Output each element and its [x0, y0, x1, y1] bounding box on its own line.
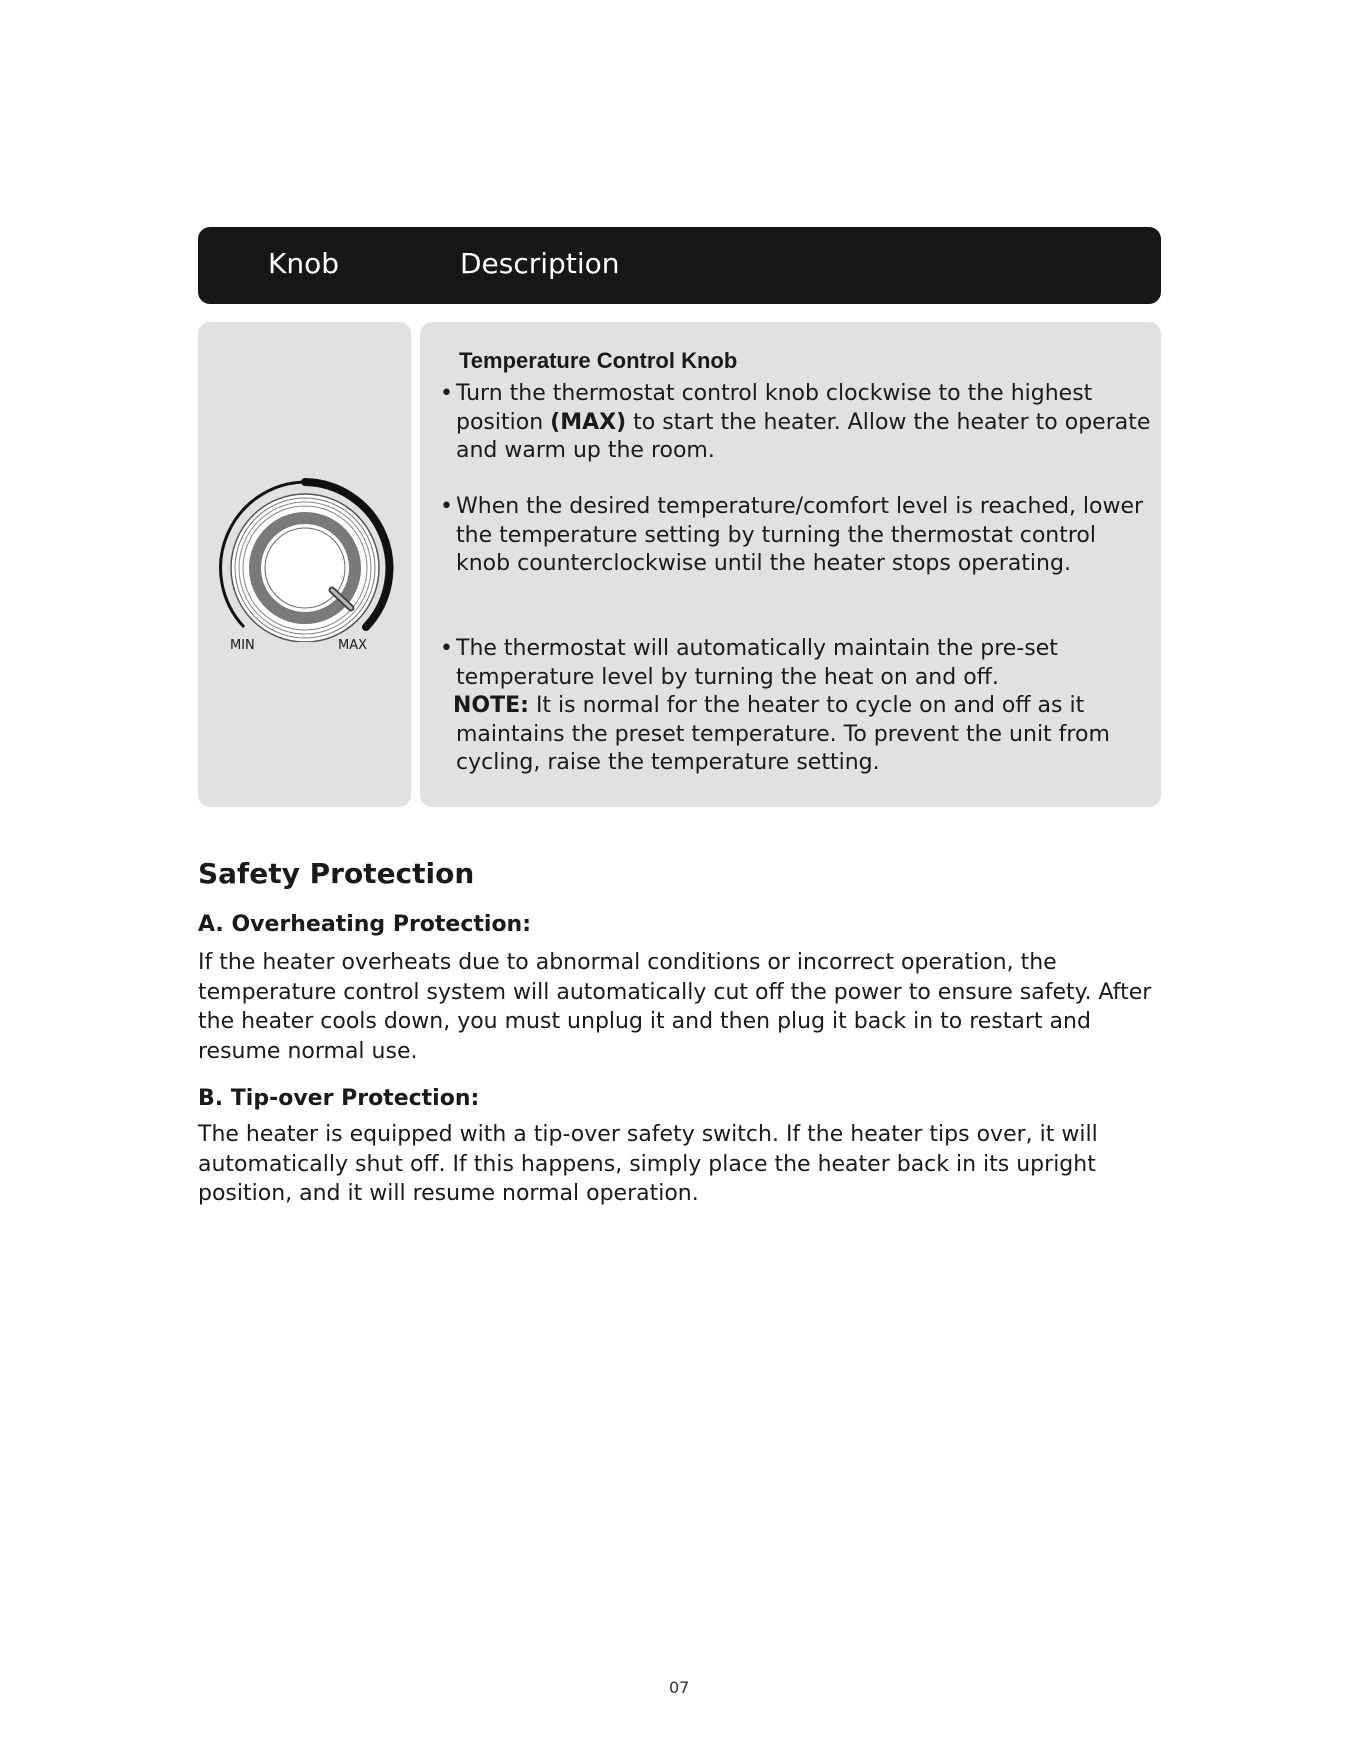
- bullet-text: The thermostat will automatically maintain the pre-set temperature level by turning the heat on and off. NOTE: It is normal for the heater to cycle on and off as it maintains the preset temperature. To prevent the unit from cycling, raise the temperature setting.: [453, 636, 1110, 775]
- note-label: NOTE:: [453, 693, 529, 718]
- description-cell: [420, 322, 1161, 807]
- header-description: Description: [460, 247, 620, 280]
- bullet-dot: •: [440, 381, 453, 406]
- page-number: 07: [669, 1678, 690, 1697]
- knob-min-label: MIN: [230, 638, 255, 653]
- bullet-dot: •: [440, 494, 453, 519]
- overheating-title: A. Overheating Protection:: [198, 912, 532, 937]
- bullet-item: [440, 635, 1156, 778]
- bullet-item: [440, 380, 1156, 466]
- knob-max-label: MAX: [338, 638, 368, 653]
- bullet-text: When the desired temperature/comfort level is reached, lower the temperature setting by turning the thermostat control knob counterclockwise until the heater stops operating.: [456, 494, 1144, 576]
- bullet-text: Turn the thermostat control knob clockwise to the highest position (MAX) to start the heater. Allow the heater to operate and warm up the room.: [456, 381, 1151, 463]
- bullet-item: [440, 493, 1156, 579]
- description-title: Temperature Control Knob: [459, 348, 738, 373]
- knob-cell: [198, 322, 411, 807]
- header-knob: Knob: [268, 247, 340, 280]
- thermostat-knob-icon: [214, 472, 396, 642]
- table-header: [198, 227, 1161, 304]
- tipover-title: B. Tip-over Protection:: [198, 1086, 480, 1111]
- overheating-text: If the heater overheats due to abnormal conditions or incorrect operation, the temperature control system will automatically cut off the power to ensure safety. After the heater cools down, you must unplug it and then plug it back in to restart and resume normal use.: [198, 950, 1152, 1064]
- tipover-text: The heater is equipped with a tip-over safety switch. If the heater tips over, it will automatically shut off. If this happens, simply place the heater back in its upright position, and it will resume normal operation.: [198, 1122, 1098, 1206]
- bullet-dot: •: [440, 636, 453, 661]
- section-title: Safety Protection: [198, 857, 475, 890]
